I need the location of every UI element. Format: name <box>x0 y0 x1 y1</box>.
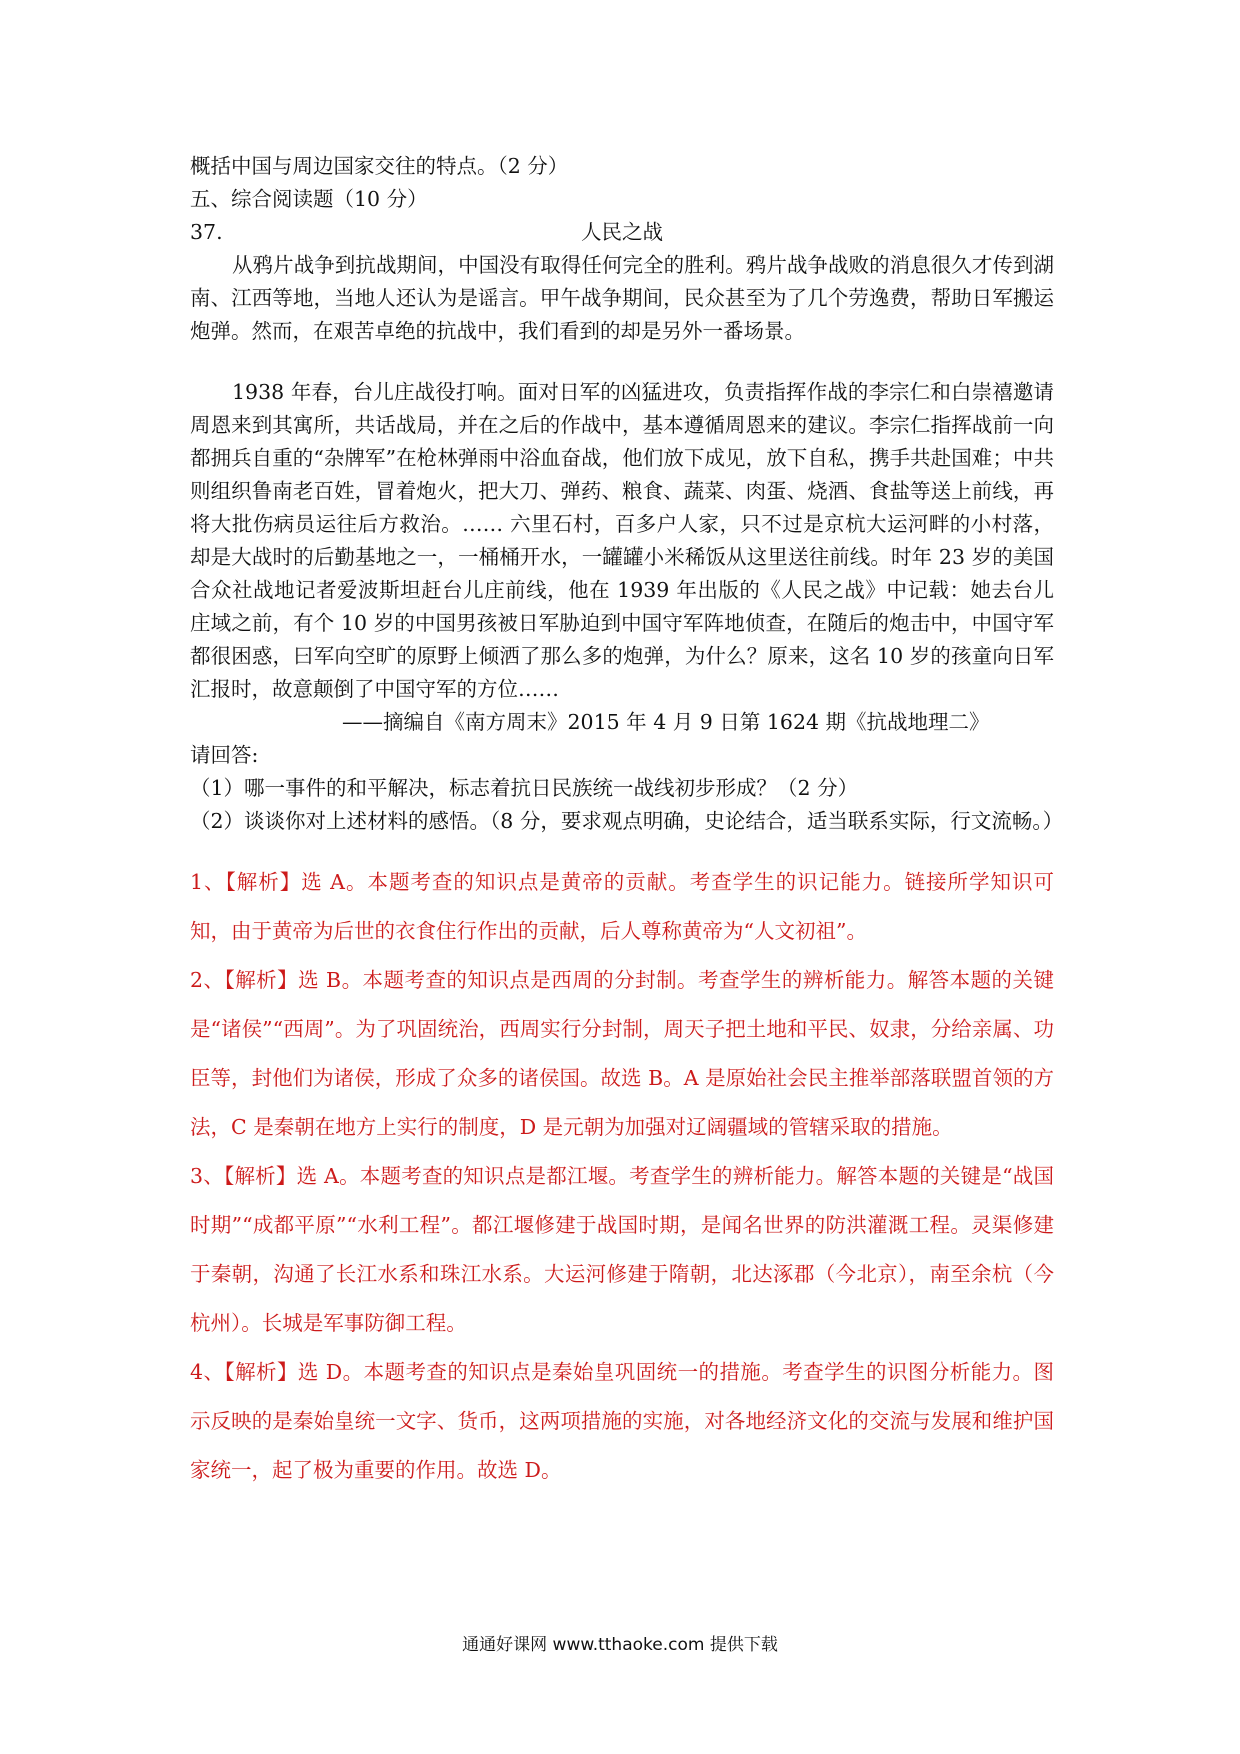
answer-1: 1、【解析】选 A。本题考查的知识点是黄帝的贡献。考查学生的识记能力。链接所学知识可知，由于黄帝为后世的衣食住行作出的贡献，后人尊称黄帝为“人文初祖”。 <box>190 870 1054 943</box>
question-prompts <box>190 739 1064 838</box>
section-heading: 五、综合阅读题（10 分） <box>190 187 428 211</box>
answer-2: 2、【解析】选 B。本题考查的知识点是西周的分封制。考查学生的辨析能力。解答本题的关键是“诸侯”“西周”。为了巩固统治，西周实行分封制，周天子把土地和平民、奴隶，分给亲属、功臣等，封他们为诸侯，形成了众多的诸侯国。故选 B。A 是原始社会民主推举部落联盟首领的方法，C 是秦朝在地方上实行的制度，D 是元朝为加强对辽阔疆域的管辖采取的措施。 <box>190 968 1054 1139</box>
passage <box>190 249 1054 706</box>
answer-explanations <box>190 858 1054 1495</box>
answer-prompt: 请回答: <box>190 743 259 767</box>
sub-question-2: （2）谈谈你对上述材料的感悟。（8 分，要求观点明确，史论结合，适当联系实际，行文流畅。） <box>190 809 1064 833</box>
passage-paragraph-1: 从鸦片战争到抗战期间，中国没有取得任何完全的胜利。鸦片战争战败的消息很久才传到湖南、江西等地，当地人还认为是谣言。甲午战争期间，民众甚至为了几个劳逸费，帮助日军搬运炮弹。然而，在艰苦卓绝的抗战中，我们看到的却是另外一番场景。 <box>190 253 1054 343</box>
page-footer: 通通好课网 www.tthaoke.com 提供下载 <box>462 1635 778 1655</box>
document-body <box>190 150 1064 1495</box>
answer-3: 3、【解析】选 A。本题考查的知识点是都江堰。考查学生的辨析能力。解答本题的关键是“战国时期”“成都平原”“水利工程”。都江堰修建于战国时期，是闻名世界的防洪灌溉工程。灵渠修建于秦朝，沟通了长江水系和珠江水系。大运河修建于隋朝，北达涿郡（今北京），南至余杭（今杭州）。长城是军事防御工程。 <box>190 1164 1054 1335</box>
passage-paragraph-2: 1938 年春，台儿庄战役打响。面对日军的凶猛进攻，负责指挥作战的李宗仁和白崇禧邀请周恩来到其寓所，共话战局，并在之后的作战中，基本遵循周恩来的建议。李宗仁指挥战前一向都拥兵自重的“杂牌军”在枪林弹雨中浴血奋战，他们放下成见，放下自私，携手共赴国难；中共则组织鲁南老百姓，冒着炮火，把大刀、弹药、粮食、蔬菜、肉蛋、烧酒、食盐等送上前线，再将大批伤病员运往后方救治。…… 六里石村，百多户人家，只不过是京杭大运河畔的小村落，却是大战时的后勤基地之一，一桶桶开水，一罐罐小米稀饭从这里送往前线。时年 23 岁的美国合众社战地记者爱波斯坦赶台儿庄前线，他在 1939 年出版的《人民之战》中记载：她去台儿庄域之前，有个 10 岁的中国男孩被日军胁迫到中国守军阵地侦查，在随后的炮击中，中国守军都很困惑，曰军向空旷的原野上倾洒了那么多的炮弹，为什么？原来，这名 10 岁的孩童向日军汇报时，故意颠倒了中国守军的方位…… <box>190 380 1054 701</box>
question-36-tail: 概括中国与周边国家交往的特点。（2 分） <box>190 154 569 178</box>
question-37-header <box>190 216 1054 249</box>
question-number: 37. <box>190 220 223 244</box>
passage-title: 人民之战 <box>581 220 663 244</box>
sub-question-1: （1）哪一事件的和平解决，标志着抗日民族统一战线初步形成？（2 分） <box>190 776 859 800</box>
passage-source: ——摘编自《南方周末》2015 年 4 月 9 日第 1624 期《抗战地理二》 <box>342 710 990 734</box>
answer-4: 4、【解析】选 D。本题考查的知识点是秦始皇巩固统一的措施。考查学生的识图分析能力。图示反映的是秦始皇统一文字、货币，这两项措施的实施，对各地经济文化的交流与发展和维护国家统一，起了极为重要的作用。故选 D。 <box>190 1360 1054 1482</box>
